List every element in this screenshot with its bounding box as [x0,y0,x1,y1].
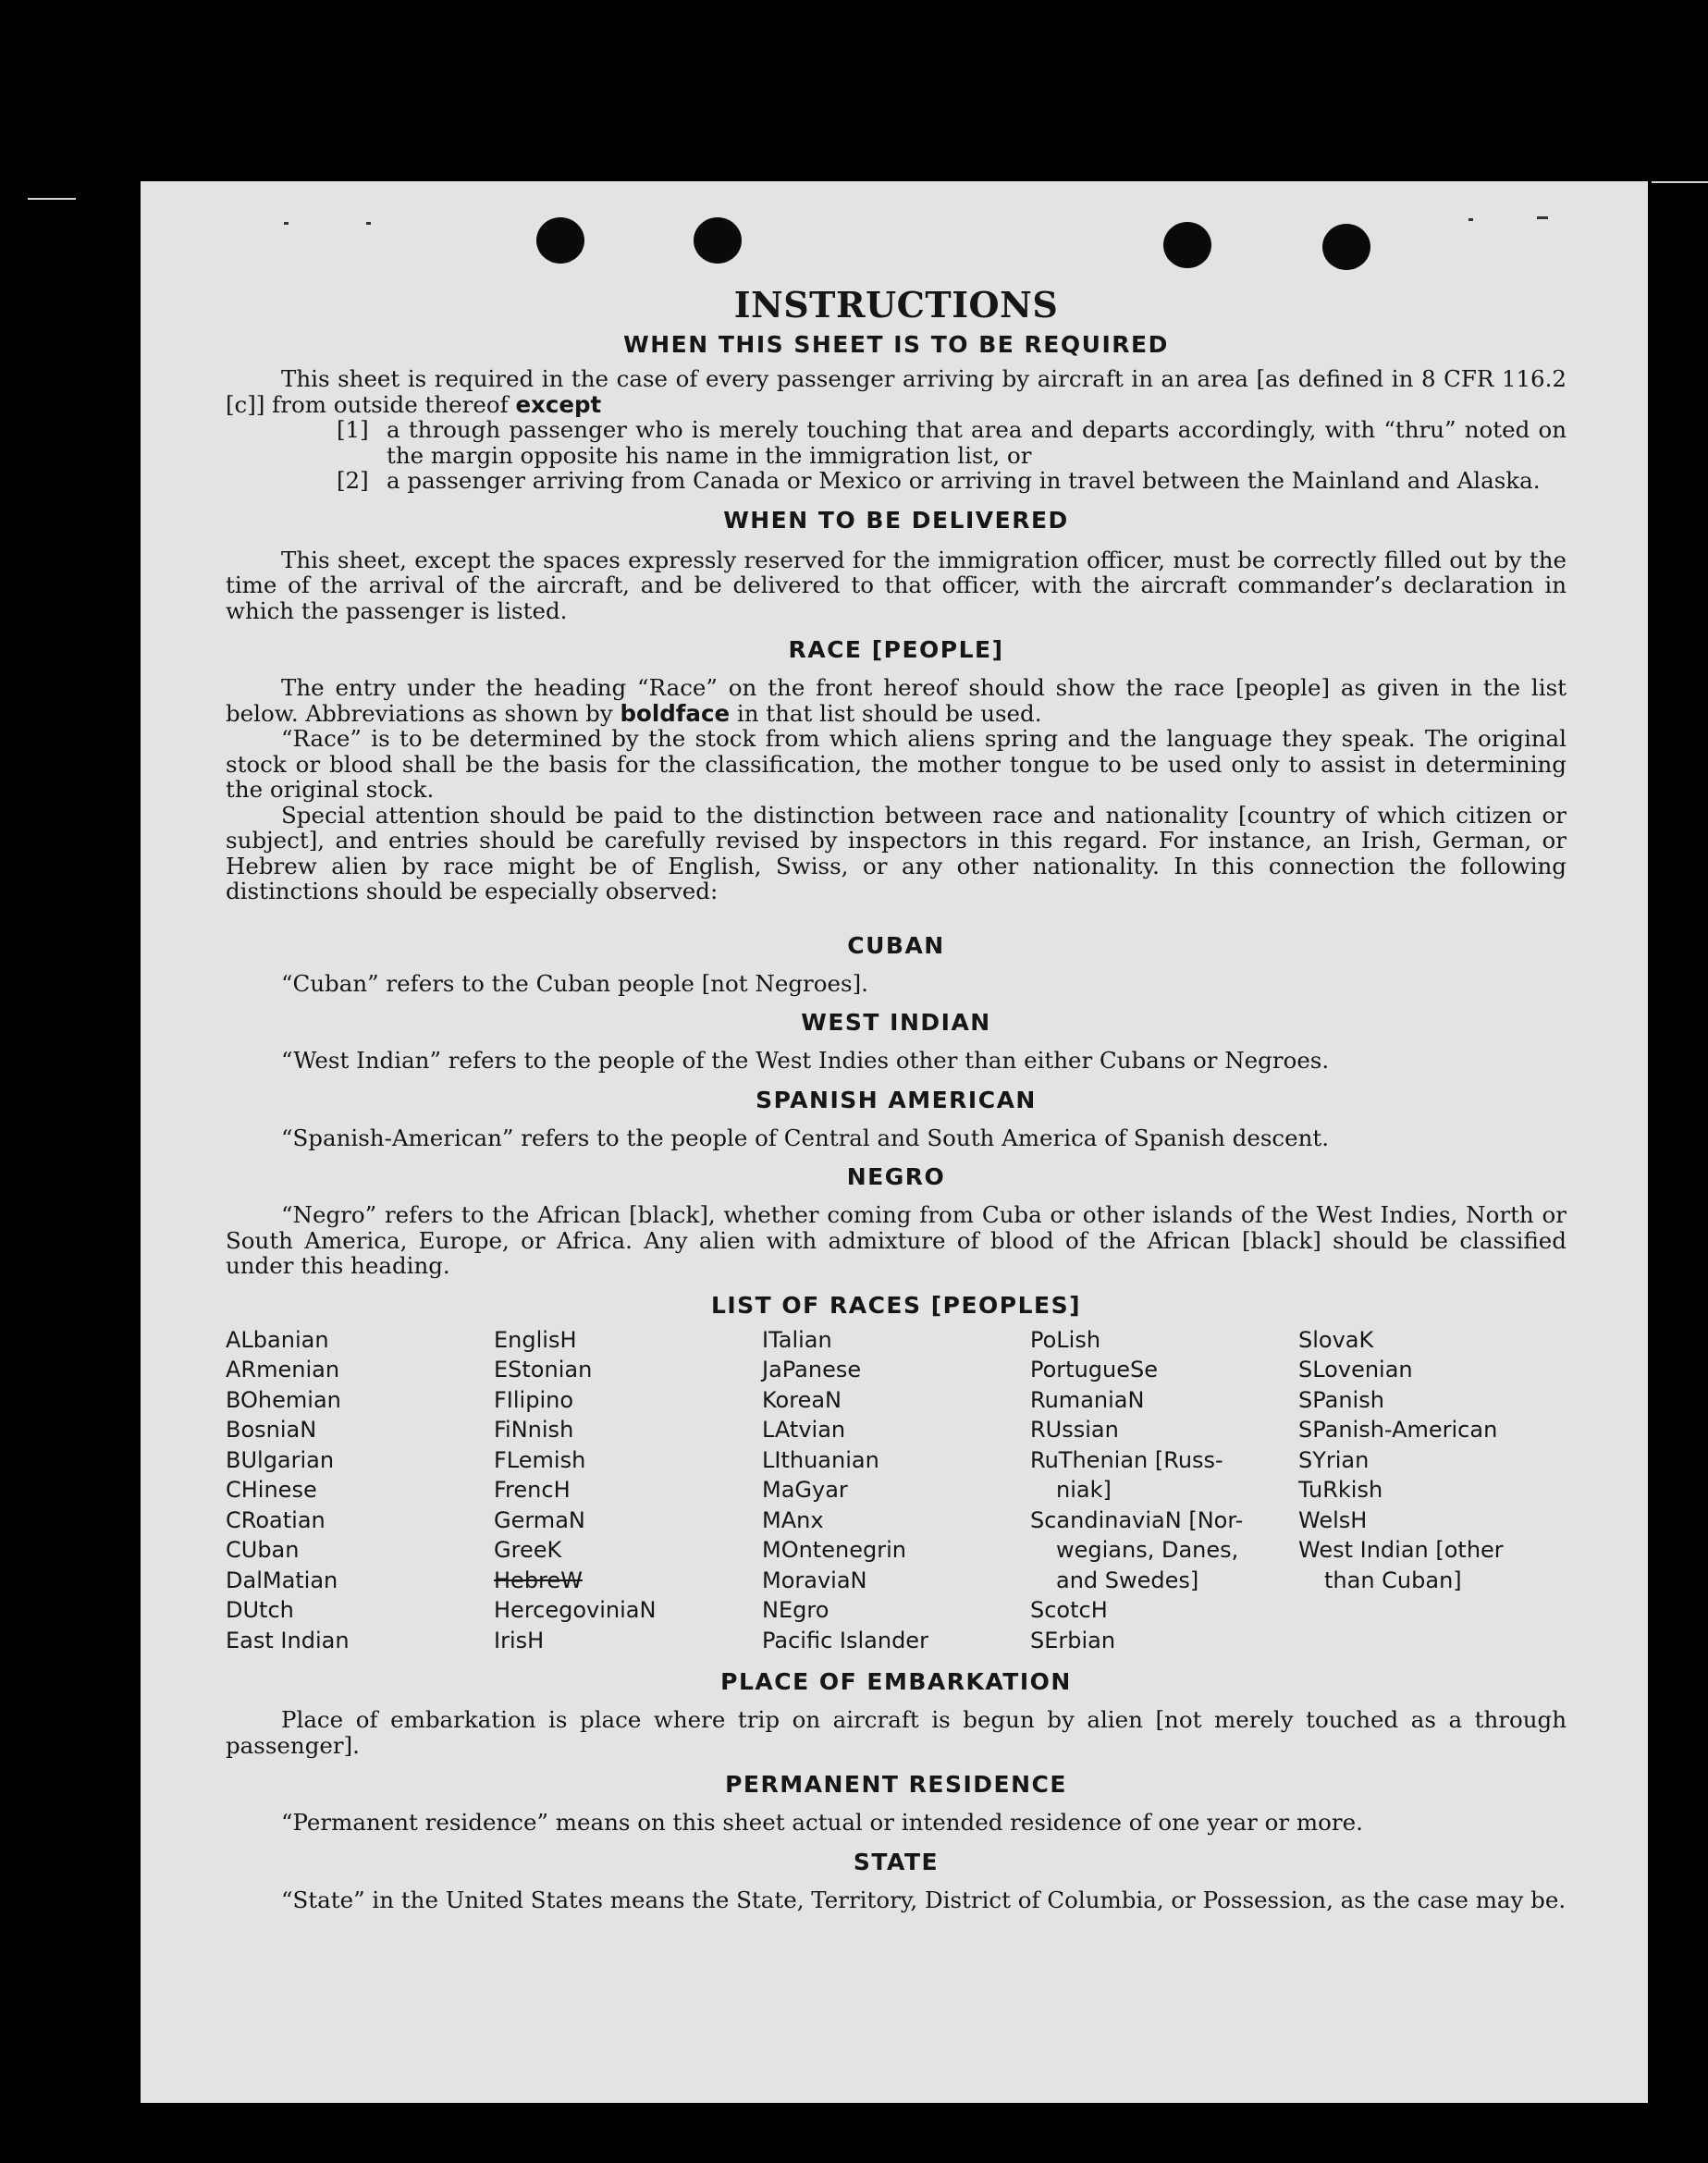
item-number: [2] [337,467,369,494]
race-item: EStonian [494,1357,593,1383]
negro-text: “Negro” refers to the African [black], whether coming from Cuba or other islands of the West Indies, North or South America, Europe, or Africa. Any alien with admixture of blood of the African [black] should be classified under this heading. [226,1201,1567,1279]
scan-speck [1468,218,1473,221]
race-item: RumaniaN [1030,1386,1145,1413]
race-item: East Indian [226,1627,350,1653]
required-item-1 [226,417,1567,468]
embarkation-text: Place of embarkation is place where trip on aircraft is begun by alien [not merely touched as a through passenger]. [226,1706,1567,1759]
race-item: ScotcH [1030,1597,1108,1623]
scan-speck [1537,216,1548,219]
punch-hole [536,217,584,264]
page-title: INSTRUCTIONS [733,284,1059,326]
race-item: Pacific Islander [762,1627,928,1653]
scan-speck [366,222,371,225]
race-paragraph-2: “Race” is to be determined by the stock from which aliens spring and the language they speak. The original stock or blood shall be the basis for the classification, the mother tongue to be used only to assist in determining the original stock. [226,725,1567,803]
race-item: BosniaN [226,1417,317,1443]
race-item: SYrian [1298,1446,1370,1473]
race-item: CUban [226,1537,300,1563]
punch-hole [694,217,742,264]
race-item: WelsH [1298,1506,1368,1533]
punch-hole [1163,222,1211,268]
delivered-text: This sheet, except the spaces expressly reserved for the immigration officer, must be correctly filled out by the time of the arrival of the aircraft, and be delivered to that officer, with the aircraft commander’s declaration in which the passenger is listed. [226,546,1567,624]
race-item: GermaN [494,1506,585,1533]
race-item: RUssian [1030,1417,1119,1443]
race-item: LAtvian [762,1417,846,1443]
race-item: TuRkish [1298,1477,1383,1503]
race-item: FrencH [494,1477,571,1503]
item-text: a through passenger who is merely touching that area and departs accordingly, with “thru” noted on the margin opposite his name in the immigration list, or [387,416,1567,469]
race-item: MoraviaN [762,1567,867,1593]
race-item: FIlipino [494,1386,574,1413]
race-item: West Indian [other [1298,1537,1504,1563]
race-item: IrisH [494,1627,545,1653]
race-item: DalMatian [226,1567,338,1593]
race-item: ALbanian [226,1326,329,1353]
item-number: [1] [337,416,369,443]
race-item: PortugueSe [1030,1357,1158,1383]
race-item: CRoatian [226,1506,326,1533]
scan-edge-left [28,198,76,200]
race-item-continued: than Cuban] [1324,1567,1462,1593]
race-item: LIthuanian [762,1446,879,1473]
race-item: BUlgarian [226,1446,335,1473]
state-text: “State” in the United States means the State, Territory, District of Columbia, or Possession, as the case may be. [281,1886,1567,1913]
item-text: a passenger arriving from Canada or Mexico or arriving in travel between the Mainland and Alaska. [387,467,1541,494]
spanish-american-text: “Spanish-American” refers to the people of Central and South America of Spanish descent. [281,1124,1330,1151]
race-item: NEgro [762,1597,829,1623]
races-column-1 [226,1325,494,1656]
required-except: except [515,390,602,418]
race-item-continued: wegians, Danes, [1056,1537,1239,1563]
race-item: GreeK [494,1537,562,1563]
document-page [141,181,1648,2103]
race-item: HercegoviniaN [494,1597,657,1623]
race-p1-start: The entry under the heading “Race” on the front hereof should show the race [people] as given in the list below. Abbreviations as shown by [226,674,1567,727]
race-item: MAnx [762,1506,824,1533]
race-item: FLemish [494,1446,586,1473]
heading-place-of-embarkation: PLACE OF EMBARKATION [720,1668,1072,1695]
race-item: MaGyar [762,1477,848,1503]
race-item: SPanish [1298,1386,1384,1413]
west-indian-text: “West Indian” refers to the people of the West Indies other than either Cubans or Negroes. [281,1047,1330,1074]
heading-permanent-residence: PERMANENT RESIDENCE [725,1771,1067,1798]
race-item: JaPanese [762,1357,862,1383]
heading-when-required: WHEN THIS SHEET IS TO BE REQUIRED [623,331,1169,358]
heading-negro: NEGRO [846,1163,946,1190]
race-item: DUtch [226,1597,294,1623]
race-item: SLovenian [1298,1357,1413,1383]
punch-hole [1322,224,1370,270]
heading-west-indian: WEST INDIAN [801,1009,991,1036]
race-item-continued: niak] [1056,1477,1112,1503]
instructions-body [226,285,1567,1912]
races-column-5 [1298,1325,1567,1656]
race-item: BOhemian [226,1386,341,1413]
races-list [226,1325,1567,1656]
race-p1-boldface: boldface [620,699,731,727]
race-item: ARmenian [226,1357,340,1383]
scan-speck [284,222,289,225]
races-column-2 [494,1325,762,1656]
race-item: KoreaN [762,1386,842,1413]
heading-state: STATE [853,1848,940,1875]
race-item: SlovaK [1298,1326,1374,1353]
race-item: ScandinaviaN [Nor- [1030,1506,1244,1533]
heading-race: RACE [PEOPLE] [788,636,1004,663]
race-item: SErbian [1030,1627,1116,1653]
race-item: ITalian [762,1326,832,1353]
required-intro-text: This sheet is required in the case of every passenger arriving by aircraft in an area [as defined in 8 CFR 116.2 [c]] from outside thereof [226,365,1567,418]
scan-edge-right [1652,181,1708,183]
required-item-2 [226,468,1567,494]
races-column-3 [762,1325,1030,1656]
race-item-struck: HebreW [494,1567,583,1593]
race-item: CHinese [226,1477,317,1503]
race-item-continued: and Swedes] [1056,1567,1199,1593]
race-item: SPanish-American [1298,1417,1498,1443]
cuban-text: “Cuban” refers to the Cuban people [not Negroes]. [281,969,868,997]
race-item: EnglisH [494,1326,577,1353]
race-item: PoLish [1030,1326,1101,1353]
required-intro [226,366,1567,417]
race-item: FiNnish [494,1417,574,1443]
races-column-4 [1030,1325,1298,1656]
race-p1-end: in that list should be used. [736,699,1042,727]
race-item: RuThenian [Russ- [1030,1446,1223,1473]
race-paragraph-3: Special attention should be paid to the distinction between race and nationality [country of which citizen or subject], and entries should be carefully revised by inspectors in this regard. For instance, an Irish, German, or Hebrew alien by race might be of English, Swiss, or any other nationality. In this connection the following distinctions should be especially observed: [226,801,1567,904]
residence-text: “Permanent residence” means on this sheet actual or intended residence of one year or more. [281,1809,1363,1836]
heading-spanish-american: SPANISH AMERICAN [756,1086,1037,1113]
heading-cuban: CUBAN [847,931,945,959]
race-item: MOntenegrin [762,1537,906,1563]
heading-when-delivered: WHEN TO BE DELIVERED [723,506,1069,534]
race-paragraph-1 [226,675,1567,726]
heading-list-of-races: LIST OF RACES [PEOPLES] [710,1291,1082,1319]
